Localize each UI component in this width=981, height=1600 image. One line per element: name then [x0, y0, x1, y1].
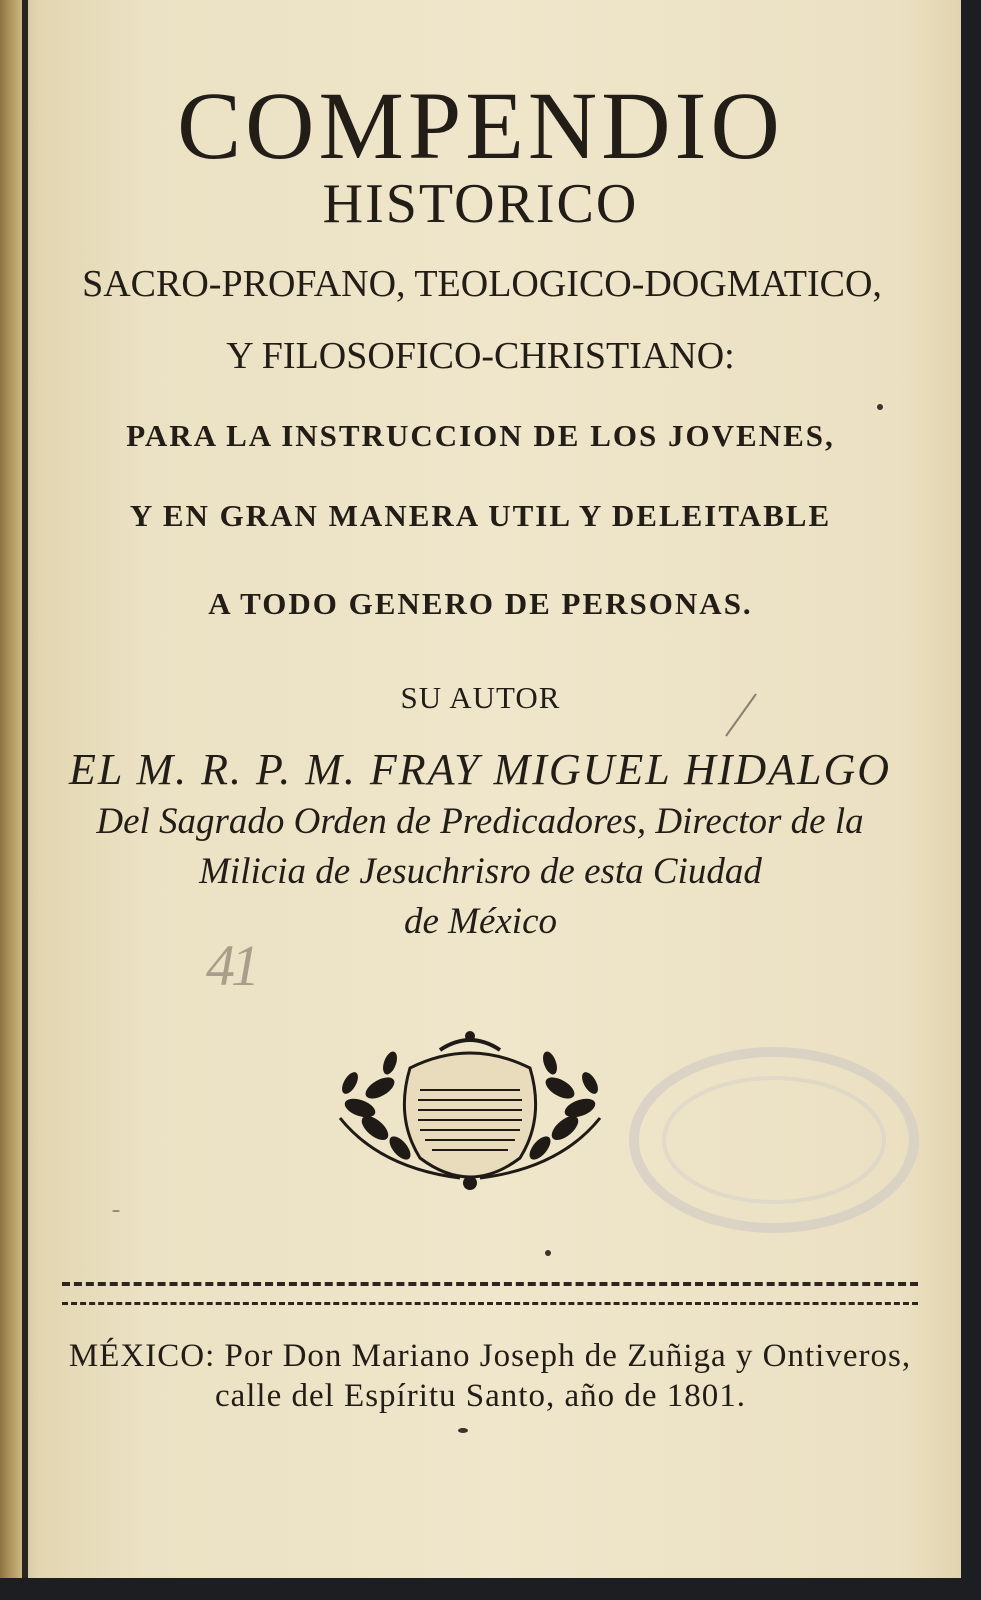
binding-shadow — [22, 0, 28, 1578]
paper-speck — [545, 1250, 551, 1256]
author-heading: SU AUTOR — [400, 680, 561, 715]
author-affiliation: de México — [403, 901, 558, 942]
book-subtitle: HISTORICO — [322, 173, 639, 235]
imprint-rule — [62, 1282, 918, 1290]
descriptor-line: Y FILOSOFICO-CHRISTIANO: — [226, 335, 735, 377]
descriptor-line: SACRO-PROFANO, TEOLOGICO-DOGMATICO, — [82, 263, 882, 305]
imprint-line: calle del Espíritu Santo, año de 1801. — [214, 1378, 747, 1414]
author-affiliation: Milicia de Jesuchrisro de esta Ciudad — [199, 851, 762, 892]
descriptor-line: Y EN GRAN MANERA UTIL Y DELEITABLE — [129, 498, 832, 533]
binding-edge — [0, 0, 22, 1578]
imprint-line: MÉXICO: Por Don Mariano Joseph de Zuñiga y Ontiveros, — [68, 1338, 912, 1374]
library-stamp-icon — [624, 1040, 924, 1240]
pencil-mark-icon — [720, 690, 760, 740]
author-affiliation: Del Sagrado Orden de Predicadores, Director de la — [96, 801, 864, 842]
descriptor-line: PARA LA INSTRUCCION DE LOS JOVENES, — [126, 418, 835, 453]
paper-speck — [458, 1428, 468, 1433]
printer-ornament-icon — [320, 1028, 620, 1196]
paper-speck — [112, 1210, 120, 1212]
paper-speck — [877, 404, 883, 410]
book-title: COMPENDIO — [177, 72, 784, 179]
author-name: EL M. R. P. M. FRAY MIGUEL HIDALGO — [68, 745, 892, 794]
imprint-rule — [62, 1302, 918, 1308]
handwritten-shelf-number: 41 — [206, 933, 256, 998]
descriptor-line: A TODO GENERO DE PERSONAS. — [208, 586, 753, 621]
